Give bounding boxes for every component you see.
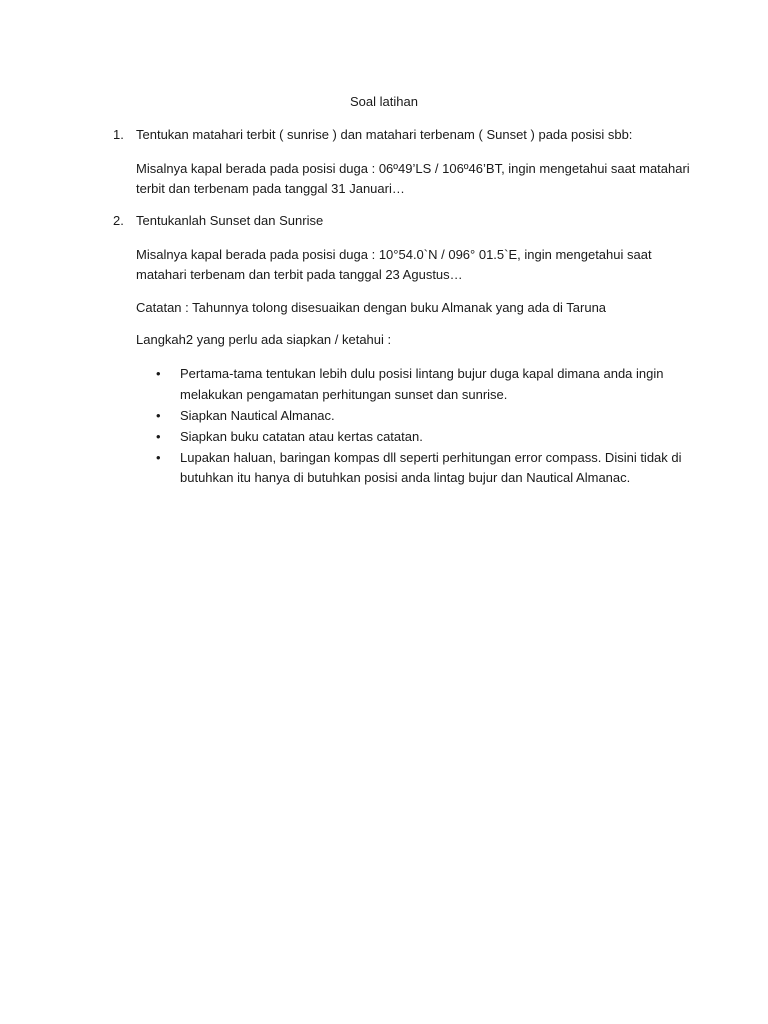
item-1-paragraph: Misalnya kapal berada pada posisi duga : 06º49’LS / 106º46’BT, ingin mengetahui saat matahari terbit dan terbenam pada tanggal 31 Januari… <box>136 161 690 196</box>
step-text: Lupakan haluan, baringan kompas dll seperti perhitungan error compass. Disini tidak di butuhkan itu hanya di butuhkan posisi anda lintag bujur dan Nautical Almanac. <box>180 449 682 485</box>
document-title: Soal latihan <box>350 94 418 109</box>
item-1-heading: Tentukan matahari terbit ( sunrise ) dan matahari terbenam ( Sunset ) pada posisi sbb: <box>136 127 633 142</box>
item-2-number: 2. <box>113 213 124 228</box>
bullet-icon: • <box>156 407 161 423</box>
step-text: Pertama-tama tentukan lebih dulu posisi lintang bujur duga kapal dimana anda ingin melakukan pengamatan perhitungan sunset dan sunrise. <box>180 366 664 402</box>
bullet-icon: • <box>156 366 161 381</box>
steps-intro: Langkah2 yang perlu ada siapkan / ketahui : <box>136 332 392 347</box>
bullet-icon: • <box>156 428 161 444</box>
item-1-number: 1. <box>113 127 124 142</box>
item-2-paragraph: Misalnya kapal berada pada posisi duga : 10°54.0`N / 096° 01.5`E, ingin mengetahui saat matahari terbenam dan terbit pada tanggal 23 Agustus… <box>136 247 652 282</box>
steps-list <box>156 364 696 489</box>
list-item <box>156 448 696 489</box>
step-text: Siapkan Nautical Almanac. <box>180 407 335 423</box>
list-item <box>156 427 696 448</box>
list-item <box>156 406 696 427</box>
step-text: Siapkan buku catatan atau kertas catatan. <box>180 428 423 444</box>
item-2-heading: Tentukanlah Sunset dan Sunrise <box>136 213 324 228</box>
bullet-icon: • <box>156 449 161 465</box>
note-text: Catatan : Tahunnya tolong disesuaikan dengan buku Almanak yang ada di Taruna <box>136 300 607 315</box>
list-item <box>156 364 696 405</box>
